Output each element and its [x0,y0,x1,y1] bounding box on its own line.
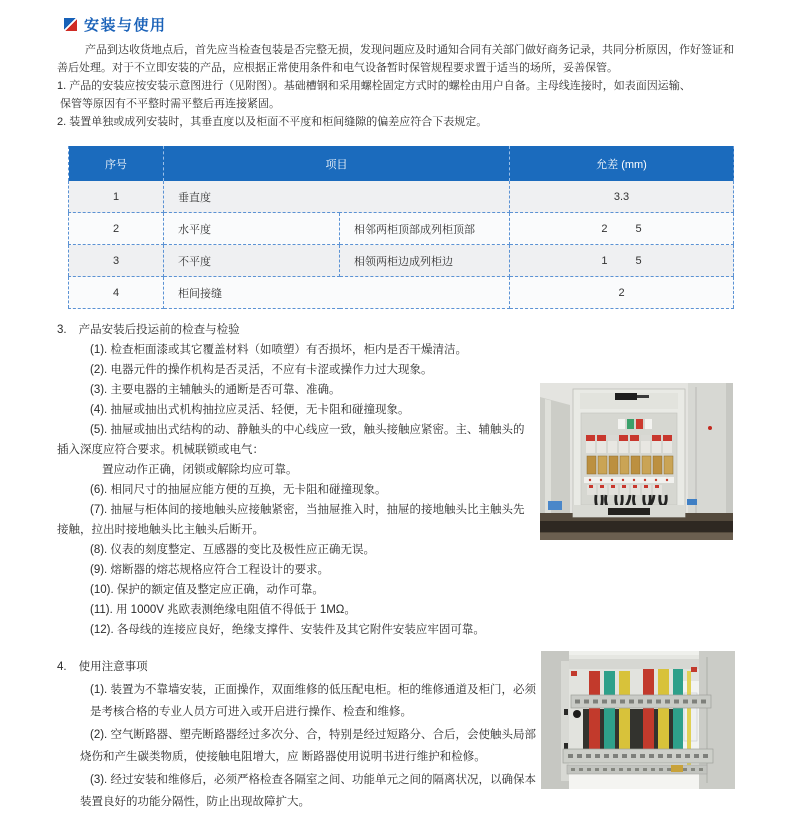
section3-item: (8). 仪表的刻度整定、互感器的变比及极性应正确无误。 [90,544,375,556]
section3-item: (11). 用 1000V 兆欧表测绝缘电阻值不得低于 1MΩ。 [90,604,356,616]
cabinet-photo-breakers-image [540,383,733,540]
tol-value: 1 [601,254,608,267]
table-row [69,277,734,309]
page-title: 安装与使用 [84,17,167,34]
cabinet-photo-busbars-image [541,651,735,789]
tol-value: 5 [635,222,642,235]
section3-item-wrap: 置应动作正确，闭锁或解除均应可靠。 [102,464,298,476]
tol-value: 5 [635,254,642,267]
section-number: 4. [57,661,67,673]
col-header-tol: 允差 (mm) [510,146,734,181]
section4-item: (3). 经过安装和维修后，必须严格检查各隔室之间、功能单元之间的隔离状况，以确保本 [90,773,536,786]
section4-item-wrap: 装置良好的功能分隔性，防止出现故障扩大。 [80,796,310,808]
table-row [69,245,734,277]
section-number: 3. [57,324,67,336]
section3-item: (6). 相同尺寸的抽屉应能方便的互换，无卡阻和碰撞现象。 [90,484,387,496]
cell-tol: 2 [510,277,734,309]
cell-subitem: 相邻两柜顶部成列柜顶部 [340,213,510,245]
cell-item: 水平度 [164,213,340,245]
section3-item: (4). 抽屉或抽出式机构抽拉应灵活、轻便，无卡阻和碰撞现象。 [90,404,410,416]
section3-item: (7). 抽屉与柜体间的接地触头应接触紧密，当抽屉推入时，抽屉的接地触头比主触头先 [90,504,525,516]
intro-line: 1. 产品的安装应按安装示意图进行（见附图）。基础槽钢和采用螺栓固定方式时的螺栓由用户自备。主母线连接时，如表面因运输、 [57,80,691,92]
section3-item-wrap: 接触，拉出时接地触头比主触头后断开。 [57,524,264,536]
cell-tol: 3.3 [510,181,734,213]
cell-subitem: 相领两柜边成列柜边 [340,245,510,277]
intro-line: 2. 装置单独或成列安装时，其垂直度以及柜面不平度和柜间缝隙的偏差应符合下表规定。 [57,116,488,128]
section-4-heading [57,656,577,679]
cell-no: 2 [69,213,164,245]
section-3 [57,320,577,640]
section3-item-wrap: 插入深度应符合要求。机械联锁或电气： [57,444,264,456]
cabinet-photo-busbars [541,651,735,789]
intro-paragraph [57,41,757,131]
cell-tol [510,245,734,277]
tol-value: 2 [601,222,608,235]
intro-line: 善后处理。对于不立即安装的产品，应根据正常使用条件和电气设备暂时保管规程要求置于适当的场所，妥善保管。 [57,62,618,74]
section4-item-wrap: 是考核合格的专业人员方可进入或开启进行操作、检查和维修。 [90,706,412,718]
cell-tol [510,213,734,245]
col-header-no: 序号 [69,146,164,181]
table-row [69,181,734,213]
section-title: 使用注意事项 [78,661,148,673]
cell-no: 1 [69,181,164,213]
section4-item: (2). 空气断路器、塑壳断路器经过多次分、合，特别是经过短路分、合后，会使触头局部 [90,728,536,741]
cabinet-photo-breakers [540,383,733,540]
section-4 [57,656,577,814]
cell-item: 柜间接缝 [164,277,510,309]
section3-item: (2). 电器元件的操作机构是否灵活，不应有卡涩或操作力过大现象。 [90,364,433,376]
table-header-row [69,146,734,181]
section4-item-wrap: 烧伤和产生碳类物质，使接触电阻增大，应 断路器使用说明书进行维护和检修。 [80,751,486,763]
section3-item: (3). 主要电器的主辅触头的通断是否可靠、准确。 [90,384,341,396]
cell-item: 不平度 [164,245,340,277]
cell-no: 4 [69,277,164,309]
section3-item: (10). 保护的额定值及整定应正确，动作可靠。 [90,584,324,596]
intro-line: 保管等原因有不平整时需平整后再连接紧固。 [60,98,280,110]
section-title: 产品安装后投运前的检查与检验 [78,324,240,336]
section3-item: (5). 抽屉或抽出式结构的动、静触头的中心线应一致，触头接触应紧密。主、辅触头的 [90,424,525,436]
table-row [69,213,734,245]
section-3-heading [57,320,577,340]
section3-item: (12). 各母线的连接应良好，绝缘支撑件、安装件及其它附件安装应牢固可靠。 [90,624,485,636]
cell-no: 3 [69,245,164,277]
section-title-row [64,14,167,35]
col-header-item: 项目 [164,146,510,181]
tolerance-table [68,146,734,309]
title-badge-icon [64,18,77,31]
section4-item: (1). 装置为不靠墙安装，正面操作，双面维修的低压配电柜。柜的维修通道及柜门，必须 [90,683,536,696]
cell-item: 垂直度 [164,181,510,213]
intro-line: 产品到达收货地点后，首先应当检查包装是否完整无损，发现问题应及时通知合同有关部门做好商务记录，共同分析原因，作好签证和 [85,44,734,56]
section3-item: (9). 熔断器的熔芯规格应符合工程设计的要求。 [90,564,329,576]
section3-item: (1). 检查柜面漆或其它覆盖材料（如喷塑）有否损坏，柜内是否干燥清洁。 [90,344,467,356]
